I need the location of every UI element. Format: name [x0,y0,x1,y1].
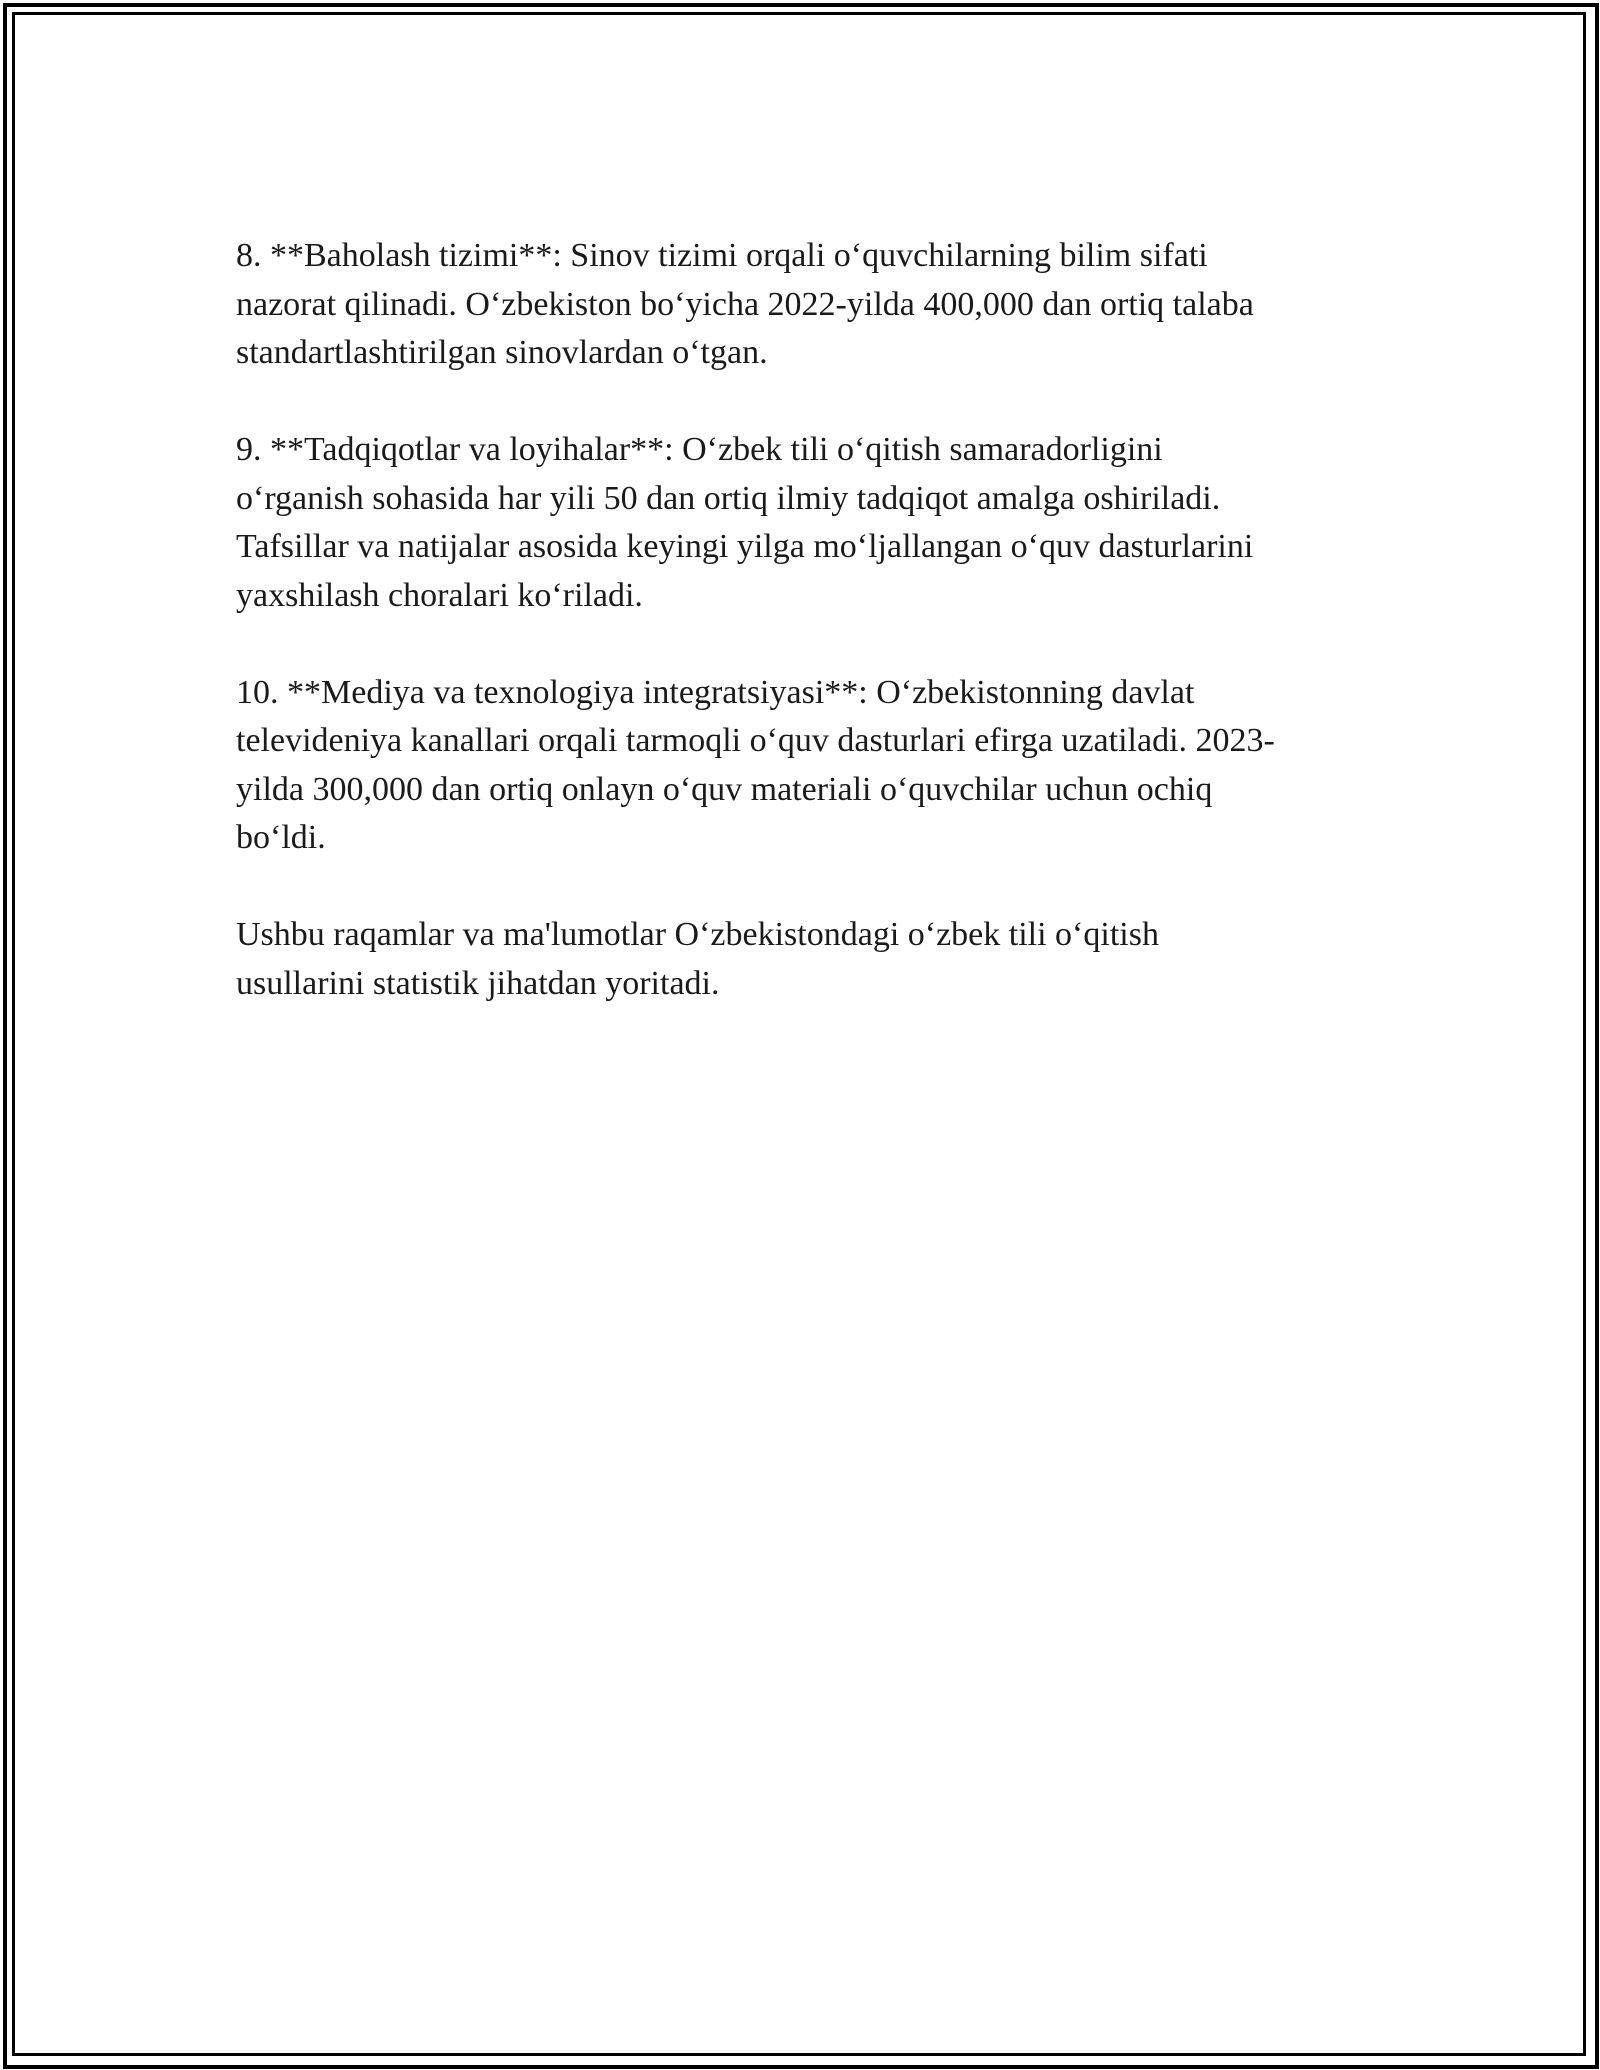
paragraph-summary [236,911,1376,1008]
text-line: 10. **Mediya va texnologiya integratsiyasi**: Oʻzbekistonning davlat [236,673,1195,711]
text-line: 8. **Baholash tizimi**: Sinov tizimi orqali oʻquvchilarning bilim sifati [236,237,1208,274]
text-line: nazorat qilinadi. Oʻzbekiston boʻyicha 2022-yilda 400,000 dan ortiq talaba [236,285,1254,323]
paragraph-assessment-system [236,232,1376,378]
text-line: televideniya kanallari orqali tarmoqli oʻquv dasturlari efirga uzatiladi. 2023- [236,722,1275,759]
text-line: yilda 300,000 dan ortiq onlayn oʻquv materiali oʻquvchilar uchun ochiq [236,770,1213,808]
text-line: 9. **Tadqiqotlar va loyihalar**: Oʻzbek tili oʻqitish samaradorligini [236,431,1163,468]
text-line: Tafsillar va natijalar asosida keyingi yilga moʻljallangan oʻquv dasturlarini [236,528,1254,565]
paragraph-research-projects [236,426,1376,620]
text-line: standartlashtirilgan sinovlardan oʻtgan. [236,334,768,371]
text-line: oʻrganish sohasida har yili 50 dan ortiq ilmiy tadqiqot amalga oshiriladi. [236,479,1221,517]
text-line: Ushbu raqamlar va ma'lumotlar Oʻzbekistondagi oʻzbek tili oʻqitish [236,916,1159,953]
text-line: boʻldi. [236,819,326,856]
text-line: yaxshilash choralari koʻriladi. [236,576,643,614]
document-body [236,232,1376,1057]
text-line: usullarini statistik jihatdan yoritadi. [236,964,720,1002]
paragraph-media-technology [236,669,1376,863]
